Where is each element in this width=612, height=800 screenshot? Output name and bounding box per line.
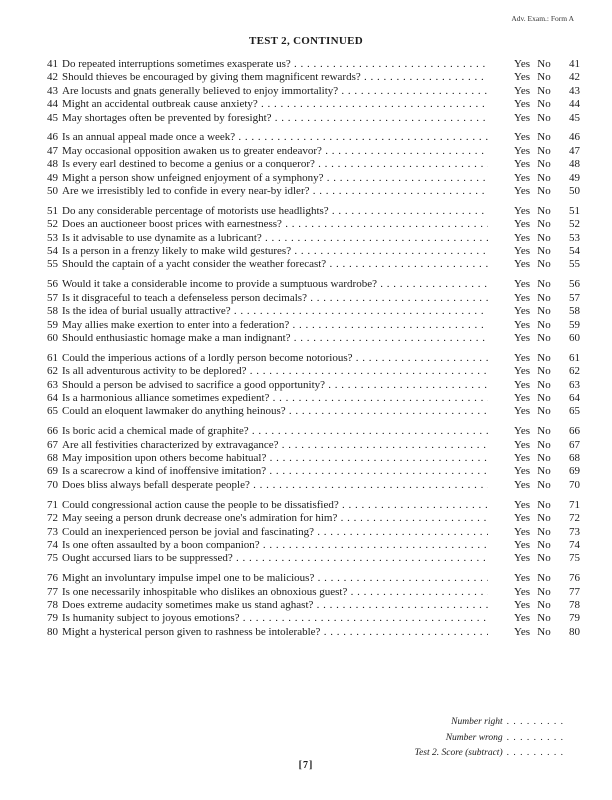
question-text: Could an eloquent lawmaker do anything heinous? . . .: [62, 405, 526, 418]
answer-no[interactable]: No: [537, 291, 551, 304]
question-row: [40, 112, 580, 125]
question-number-right: 79: [569, 612, 580, 625]
answer-yes[interactable]: Yes: [488, 185, 530, 198]
question-text: Is every earl destined to become a genius or a conqueror? . . .: [62, 158, 526, 171]
question-text: Should thieves be encouraged by giving them magnificent rewards? . . .: [62, 71, 526, 84]
question-number: 66: [47, 425, 58, 438]
question-number-right: 67: [569, 438, 580, 451]
answer-no[interactable]: No: [537, 365, 551, 378]
question-number: 59: [47, 318, 58, 331]
answer-yes[interactable]: Yes: [488, 612, 530, 625]
question-number-right: 50: [569, 185, 580, 198]
question-number-right: 57: [569, 291, 580, 304]
number-wrong-line: [415, 731, 564, 747]
answer-yes[interactable]: Yes: [488, 526, 530, 539]
answer-no[interactable]: No: [537, 111, 551, 124]
question-number: 51: [47, 204, 58, 217]
question-number: 61: [47, 351, 58, 364]
answer-yes[interactable]: Yes: [488, 85, 530, 98]
question-text: Do any considerable percentage of motorists use headlights? . . .: [62, 205, 526, 218]
answer-yes[interactable]: Yes: [488, 258, 530, 271]
question-group: [40, 278, 580, 345]
question-row: [40, 71, 580, 84]
question-text: Is all adventurous activity to be deplored? . . .: [62, 365, 526, 378]
question-number-right: 72: [569, 512, 580, 525]
question-number-right: 66: [569, 425, 580, 438]
answer-yes[interactable]: Yes: [488, 218, 530, 231]
question-row: [40, 258, 580, 271]
answer-yes[interactable]: Yes: [488, 552, 530, 565]
question-number: 77: [47, 585, 58, 598]
question-row: [40, 479, 580, 492]
question-number: 57: [47, 291, 58, 304]
answer-no[interactable]: No: [537, 378, 551, 391]
answer-no[interactable]: No: [537, 84, 551, 97]
question-number-right: 54: [569, 245, 580, 258]
question-row: [40, 58, 580, 71]
question-row: [40, 452, 580, 465]
page-title: TEST 2, CONTINUED: [248, 35, 363, 47]
question-number: 43: [47, 84, 58, 97]
question-number-right: 46: [569, 131, 580, 144]
question-text: Could the imperious actions of a lordly person become notorious? . . .: [62, 352, 526, 365]
question-row: [40, 172, 580, 185]
answer-no[interactable]: No: [537, 144, 551, 157]
answer-no[interactable]: No: [537, 552, 551, 565]
question-row: [40, 305, 580, 318]
question-row: [40, 158, 580, 171]
question-number: 80: [47, 625, 58, 638]
question-text: May seeing a person drunk decrease one's admiration for him? . . .: [62, 512, 526, 525]
question-row: [40, 612, 580, 625]
answer-no[interactable]: No: [537, 525, 551, 538]
question-number-right: 52: [569, 218, 580, 231]
question-number-right: 75: [569, 552, 580, 565]
question-number: 65: [47, 405, 58, 418]
answer-yes[interactable]: Yes: [488, 365, 530, 378]
question-number-right: 77: [569, 585, 580, 598]
answer-no[interactable]: No: [537, 331, 551, 344]
question-number-right: 80: [569, 625, 580, 638]
question-text: May occasional opposition awaken us to greater endeavor? . . .: [62, 145, 526, 158]
question-number: 67: [47, 438, 58, 451]
question-row: [40, 512, 580, 525]
answer-no[interactable]: No: [537, 478, 551, 491]
question-number: 50: [47, 185, 58, 198]
question-number-right: 65: [569, 405, 580, 418]
answer-yes[interactable]: Yes: [488, 439, 530, 452]
question-row: [40, 85, 580, 98]
question-text: Might a hysterical person given to rashness be intolerable? . . .: [62, 626, 526, 639]
question-row: [40, 526, 580, 539]
answer-yes[interactable]: Yes: [488, 452, 530, 465]
answer-yes[interactable]: Yes: [488, 352, 530, 365]
answer-yes[interactable]: Yes: [488, 626, 530, 639]
answer-no[interactable]: No: [537, 572, 551, 585]
question-row: [40, 465, 580, 478]
question-number-right: 78: [569, 598, 580, 611]
question-text: Are we irresistibly led to confide in every near-by idler? . . .: [62, 185, 526, 198]
answer-yes[interactable]: Yes: [488, 172, 530, 185]
question-number-right: 41: [569, 58, 580, 70]
answer-yes[interactable]: Yes: [488, 319, 530, 332]
number-right-blank[interactable]: . . . . . . . . .: [506, 717, 564, 727]
question-row: [40, 405, 580, 418]
question-number-right: 53: [569, 231, 580, 244]
answer-yes[interactable]: Yes: [488, 425, 530, 438]
answer-no[interactable]: No: [537, 318, 551, 331]
answer-no[interactable]: No: [537, 585, 551, 598]
answer-yes[interactable]: Yes: [488, 499, 530, 512]
question-number: 73: [47, 525, 58, 538]
question-text: May allies make exertion to enter into a federation? . . .: [62, 319, 526, 332]
question-row: [40, 292, 580, 305]
question-number: 72: [47, 512, 58, 525]
answer-yes[interactable]: Yes: [488, 145, 530, 158]
question-list: [40, 58, 580, 646]
question-text: Are locusts and gnats generally believed to enjoy immortality? . . .: [62, 85, 526, 98]
question-text: Would it take a considerable income to provide a sumptuous wardrobe? . . .: [62, 278, 526, 291]
question-number: 60: [47, 331, 58, 344]
question-number-right: 63: [569, 378, 580, 391]
question-number-right: 45: [569, 111, 580, 124]
question-text: Is one often assaulted by a boon companion? . . .: [62, 539, 526, 552]
question-number: 75: [47, 552, 58, 565]
question-row: [40, 552, 580, 565]
question-number: 48: [47, 158, 58, 171]
question-number: 79: [47, 612, 58, 625]
page-number: [7]: [298, 760, 314, 771]
answer-no[interactable]: No: [537, 218, 551, 231]
answer-no[interactable]: No: [537, 58, 551, 70]
answer-no[interactable]: No: [537, 231, 551, 244]
question-number: 63: [47, 378, 58, 391]
question-text: May shortages often be prevented by foresight? . . .: [62, 112, 526, 125]
answer-yes[interactable]: Yes: [488, 332, 530, 345]
question-group: [40, 58, 580, 125]
question-number: 53: [47, 231, 58, 244]
question-number: 41: [47, 58, 58, 70]
answer-no[interactable]: No: [537, 158, 551, 171]
answer-no[interactable]: No: [537, 171, 551, 184]
question-row: [40, 352, 580, 365]
question-number: 71: [47, 498, 58, 511]
answer-no[interactable]: No: [537, 612, 551, 625]
question-number-right: 74: [569, 538, 580, 551]
question-text: Is a harmonious alliance sometimes expedient? . . .: [62, 392, 526, 405]
question-group: [40, 352, 580, 419]
question-number-right: 59: [569, 318, 580, 331]
question-number-right: 49: [569, 171, 580, 184]
answer-yes[interactable]: Yes: [488, 392, 530, 405]
answer-yes[interactable]: Yes: [488, 405, 530, 418]
score-label: Test 2. Score (subtract): [414, 748, 503, 758]
question-row: [40, 131, 580, 144]
score-blank[interactable]: . . . . . . . . .: [506, 748, 564, 758]
question-number-right: 58: [569, 305, 580, 318]
question-text: Is one necessarily inhospitable who dislikes an obnoxious guest? . . .: [62, 586, 526, 599]
question-number: 62: [47, 365, 58, 378]
question-group: [40, 425, 580, 492]
question-number: 64: [47, 391, 58, 404]
answer-no[interactable]: No: [537, 351, 551, 364]
question-text: Is an annual appeal made once a week? . . .: [62, 131, 526, 144]
answer-yes[interactable]: Yes: [488, 512, 530, 525]
question-row: [40, 332, 580, 345]
question-number-right: 56: [569, 278, 580, 291]
question-number-right: 44: [569, 98, 580, 111]
question-row: [40, 245, 580, 258]
answer-no[interactable]: No: [537, 538, 551, 551]
question-number: 45: [47, 111, 58, 124]
question-number-right: 61: [569, 351, 580, 364]
question-row: [40, 425, 580, 438]
question-group: [40, 131, 580, 198]
question-number: 49: [47, 171, 58, 184]
question-number-right: 51: [569, 204, 580, 217]
question-text: Might an accidental outbreak cause anxiety? . . .: [62, 98, 526, 111]
question-number: 54: [47, 245, 58, 258]
question-number: 47: [47, 144, 58, 157]
question-text: Does an auctioneer boost prices with earnestness? . . .: [62, 218, 526, 231]
question-number-right: 71: [569, 498, 580, 511]
question-row: [40, 572, 580, 585]
answer-no[interactable]: No: [537, 204, 551, 217]
scoring-box: [415, 715, 564, 762]
question-text: Is a scarecrow a kind of inoffensive imitation? . . .: [62, 465, 526, 478]
question-text: Are all festivities characterized by extravagance? . . .: [62, 439, 526, 452]
answer-yes[interactable]: Yes: [488, 572, 530, 585]
question-text: Do repeated interruptions sometimes exasperate us? . . .: [62, 58, 526, 71]
question-number-right: 48: [569, 158, 580, 171]
question-row: [40, 379, 580, 392]
question-number: 78: [47, 598, 58, 611]
question-number-right: 47: [569, 144, 580, 157]
answer-yes[interactable]: Yes: [488, 245, 530, 258]
question-row: [40, 145, 580, 158]
question-text: Ought accursed liars to be suppressed? . . .: [62, 552, 526, 565]
question-row: [40, 365, 580, 378]
question-text: Might a person show unfeigned enjoyment of a symphony? . . .: [62, 172, 526, 185]
answer-no[interactable]: No: [537, 405, 551, 418]
answer-yes[interactable]: Yes: [488, 131, 530, 144]
number-right-line: [415, 715, 564, 731]
answer-yes[interactable]: Yes: [488, 586, 530, 599]
answer-no[interactable]: No: [537, 625, 551, 638]
answer-yes[interactable]: Yes: [488, 292, 530, 305]
question-row: [40, 626, 580, 639]
question-number-right: 55: [569, 258, 580, 271]
answer-no[interactable]: No: [537, 258, 551, 271]
question-text: Does bliss always befall desperate people? . . .: [62, 479, 526, 492]
question-number: 74: [47, 538, 58, 551]
question-number: 46: [47, 131, 58, 144]
answer-yes[interactable]: Yes: [488, 305, 530, 318]
number-wrong-label: Number wrong: [445, 732, 503, 743]
answer-yes[interactable]: Yes: [488, 232, 530, 245]
question-number-right: 64: [569, 391, 580, 404]
question-row: [40, 185, 580, 198]
question-number: 68: [47, 452, 58, 465]
question-text: Is the idea of burial usually attractive? . . .: [62, 305, 526, 318]
answer-no[interactable]: No: [537, 391, 551, 404]
answer-no[interactable]: No: [537, 245, 551, 258]
question-text: Should enthusiastic homage make a man indignant? . . .: [62, 332, 526, 345]
question-text: Does extreme audacity sometimes make us stand aghast? . . .: [62, 599, 526, 612]
answer-no[interactable]: No: [537, 185, 551, 198]
question-number-right: 69: [569, 465, 580, 478]
question-row: [40, 278, 580, 291]
question-text: Is a person in a frenzy likely to make wild gestures? . . .: [62, 245, 526, 258]
answer-no[interactable]: No: [537, 438, 551, 451]
question-number: 58: [47, 305, 58, 318]
question-number: 69: [47, 465, 58, 478]
question-text: May imposition upon others become habitual? . . .: [62, 452, 526, 465]
question-text: Could an inexperienced person be jovial and fascinating? . . .: [62, 526, 526, 539]
question-row: [40, 232, 580, 245]
answer-yes[interactable]: Yes: [488, 278, 530, 291]
answer-yes[interactable]: Yes: [488, 479, 530, 492]
question-number-right: 42: [569, 71, 580, 84]
question-row: [40, 539, 580, 552]
question-row: [40, 586, 580, 599]
question-number: 42: [47, 71, 58, 84]
question-number-right: 62: [569, 365, 580, 378]
question-number-right: 68: [569, 452, 580, 465]
question-row: [40, 599, 580, 612]
answer-no[interactable]: No: [537, 278, 551, 291]
question-text: Is boric acid a chemical made of graphite? . . .: [62, 425, 526, 438]
question-number-right: 73: [569, 525, 580, 538]
question-number: 56: [47, 278, 58, 291]
question-text: Might an involuntary impulse impel one to be malicious? . . .: [62, 572, 526, 585]
answer-no[interactable]: No: [537, 512, 551, 525]
question-group: [40, 572, 580, 639]
question-text: Is it disgraceful to teach a defenseless person decimals? . . .: [62, 292, 526, 305]
question-row: [40, 319, 580, 332]
answer-no[interactable]: No: [537, 598, 551, 611]
answer-yes[interactable]: Yes: [488, 58, 530, 71]
question-number: 52: [47, 218, 58, 231]
question-text: Is it advisable to use dynamite as a lubricant? . . .: [62, 232, 526, 245]
question-number-right: 76: [569, 572, 580, 585]
question-row: [40, 218, 580, 231]
answer-no[interactable]: No: [537, 452, 551, 465]
question-number-right: 70: [569, 478, 580, 491]
answer-no[interactable]: No: [537, 305, 551, 318]
question-row: [40, 205, 580, 218]
question-number: 44: [47, 98, 58, 111]
answer-no[interactable]: No: [537, 425, 551, 438]
question-number-right: 43: [569, 84, 580, 97]
question-number: 55: [47, 258, 58, 271]
answer-no[interactable]: No: [537, 98, 551, 111]
number-right-label: Number right: [451, 717, 503, 727]
answer-no[interactable]: No: [537, 498, 551, 511]
question-row: [40, 98, 580, 111]
answer-yes[interactable]: Yes: [488, 379, 530, 392]
answer-yes[interactable]: Yes: [488, 158, 530, 171]
question-group: [40, 205, 580, 272]
question-text: Should the captain of a yacht consider the weather forecast? . . .: [62, 258, 526, 271]
question-text: Could congressional action cause the people to be dissatisfied? . . .: [62, 499, 526, 512]
question-group: [40, 499, 580, 566]
number-wrong-blank[interactable]: . . . . . . . . .: [506, 732, 564, 743]
answer-yes[interactable]: Yes: [488, 98, 530, 111]
answer-no[interactable]: No: [537, 131, 551, 144]
answer-yes[interactable]: Yes: [488, 599, 530, 612]
question-text: Should a person be advised to sacrifice a good opportunity? . . .: [62, 379, 526, 392]
answer-yes[interactable]: Yes: [488, 465, 530, 478]
answer-no[interactable]: No: [537, 71, 551, 84]
answer-no[interactable]: No: [537, 465, 551, 478]
question-text: Is humanity subject to joyous emotions? . . .: [62, 612, 526, 625]
question-row: [40, 439, 580, 452]
answer-yes[interactable]: Yes: [488, 112, 530, 125]
question-row: [40, 392, 580, 405]
question-row: [40, 499, 580, 512]
answer-yes[interactable]: Yes: [488, 71, 530, 84]
question-number: 70: [47, 478, 58, 491]
form-identifier: Adv. Exam.: Form A: [511, 14, 574, 23]
question-number-right: 60: [569, 331, 580, 344]
answer-yes[interactable]: Yes: [488, 205, 530, 218]
answer-yes[interactable]: Yes: [488, 539, 530, 552]
question-number: 76: [47, 572, 58, 585]
